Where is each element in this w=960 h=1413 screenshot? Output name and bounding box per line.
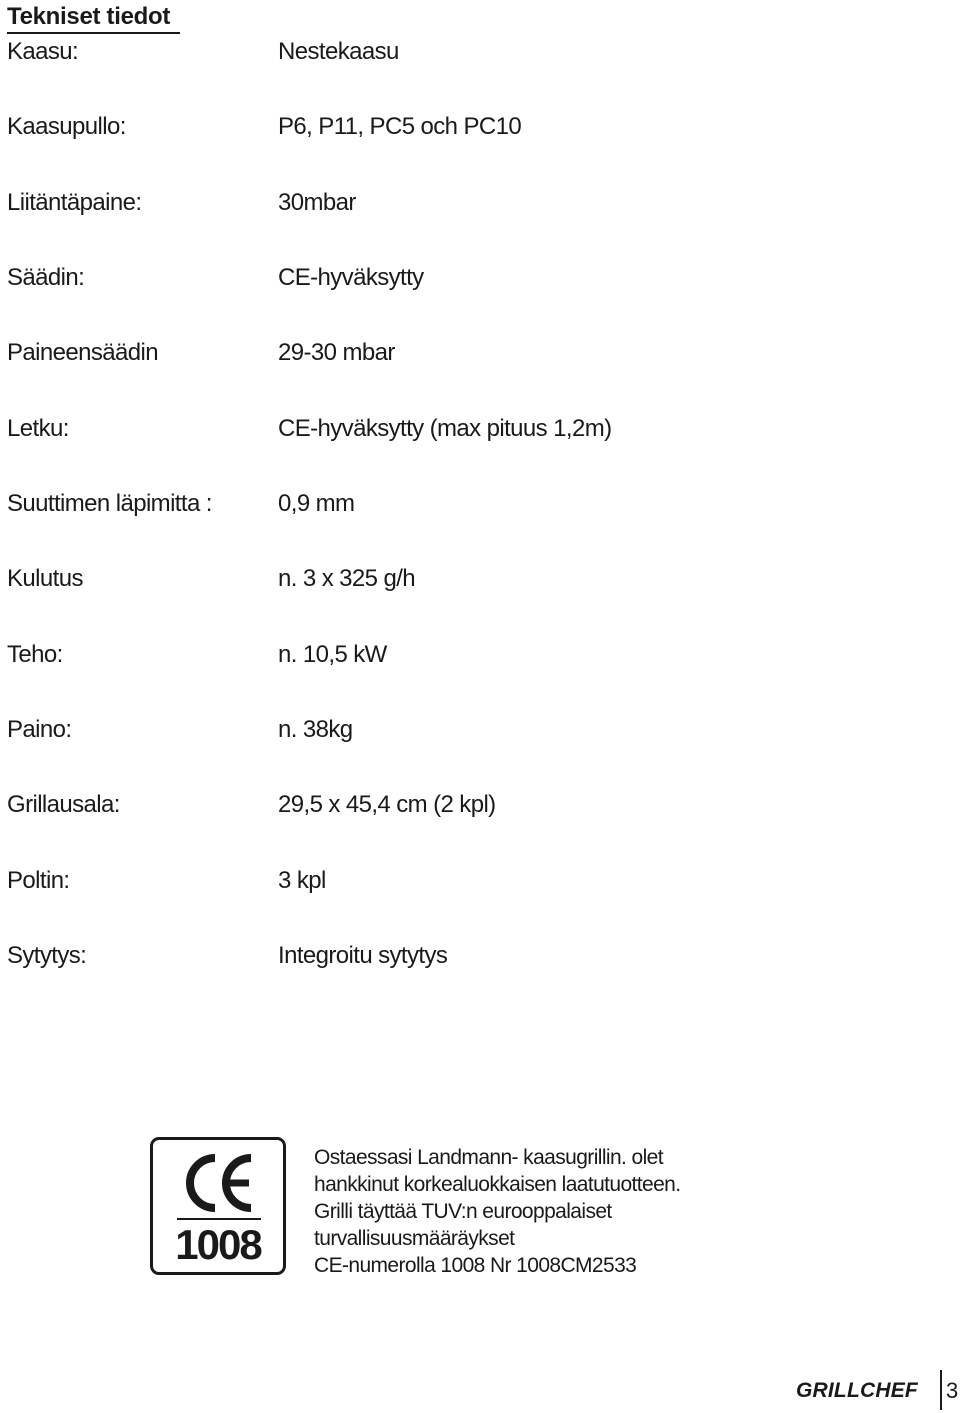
spec-label: Kaasu: [7,38,79,65]
ce-mark-icon [185,1154,255,1212]
spec-label: Grillausala: [7,791,120,818]
spec-value: CE-hyväksytty (max pituus 1,2m) [278,415,612,442]
spec-row-power [0,635,960,675]
spec-label: Paineensäädin [7,339,159,366]
spec-label: Sytytys: [7,942,87,969]
spec-value: Integroitu sytytys [278,942,448,969]
spec-label: Letku: [7,415,69,442]
spec-label: Liitäntäpaine: [7,189,142,216]
spec-value: CE-hyväksytty [278,264,424,291]
ce-certification-badge [150,1137,286,1275]
spec-value: 3 kpl [278,867,326,894]
certification-line: CE-numerolla 1008 Nr 1008CM2533 [314,1254,637,1277]
spec-value: 30mbar [278,189,356,216]
spec-row-consumption [0,559,960,599]
spec-row-burner [0,861,960,901]
spec-row-nozzle-diameter [0,484,960,524]
spec-value: 29-30 mbar [278,339,395,366]
spec-row-regulator [0,258,960,298]
brand-logo: GRILLCHEF [796,1379,918,1402]
spec-row-connection-pressure [0,183,960,223]
spec-row-grilling-area [0,785,960,825]
spec-label: Säädin: [7,264,85,291]
spec-row-hose [0,409,960,449]
ce-notified-body-number: 1008 [175,1221,261,1268]
certification-line: turvallisuusmääräykset [314,1227,515,1250]
spec-value: n. 38kg [278,716,353,743]
spec-value: n. 10,5 kW [278,641,387,668]
certification-line: Grilli täyttää TUV:n eurooppalaiset [314,1200,612,1223]
spec-label: Kulutus [7,565,83,592]
spec-value: n. 3 x 325 g/h [278,565,416,592]
spec-value: P6, P11, PC5 och PC10 [278,113,522,140]
spec-value: Nestekaasu [278,38,399,65]
spec-label: Poltin: [7,867,70,894]
spec-row-ignition [0,936,960,976]
spec-row-gas-cylinder [0,107,960,147]
certification-line: hankkinut korkealuokkaisen laatutuotteen. [314,1173,681,1196]
page-number: 3 [946,1378,959,1403]
spec-row-weight [0,710,960,750]
spec-label: Suuttimen läpimitta : [7,490,212,517]
certification-text [314,1144,734,1279]
spec-label: Paino: [7,716,72,743]
spec-value: 29,5 x 45,4 cm (2 kpl) [278,791,496,818]
spec-label: Kaasupullo: [7,113,126,140]
page-title: Tekniset tiedot [7,2,180,34]
spec-label: Teho: [7,641,63,668]
spec-value: 0,9 mm [278,490,355,517]
spec-row-pressure-regulator [0,333,960,373]
footer-divider [940,1370,942,1410]
certification-line: Ostaessasi Landmann- kaasugrillin. olet [314,1146,663,1169]
spec-row-gas [0,32,960,72]
